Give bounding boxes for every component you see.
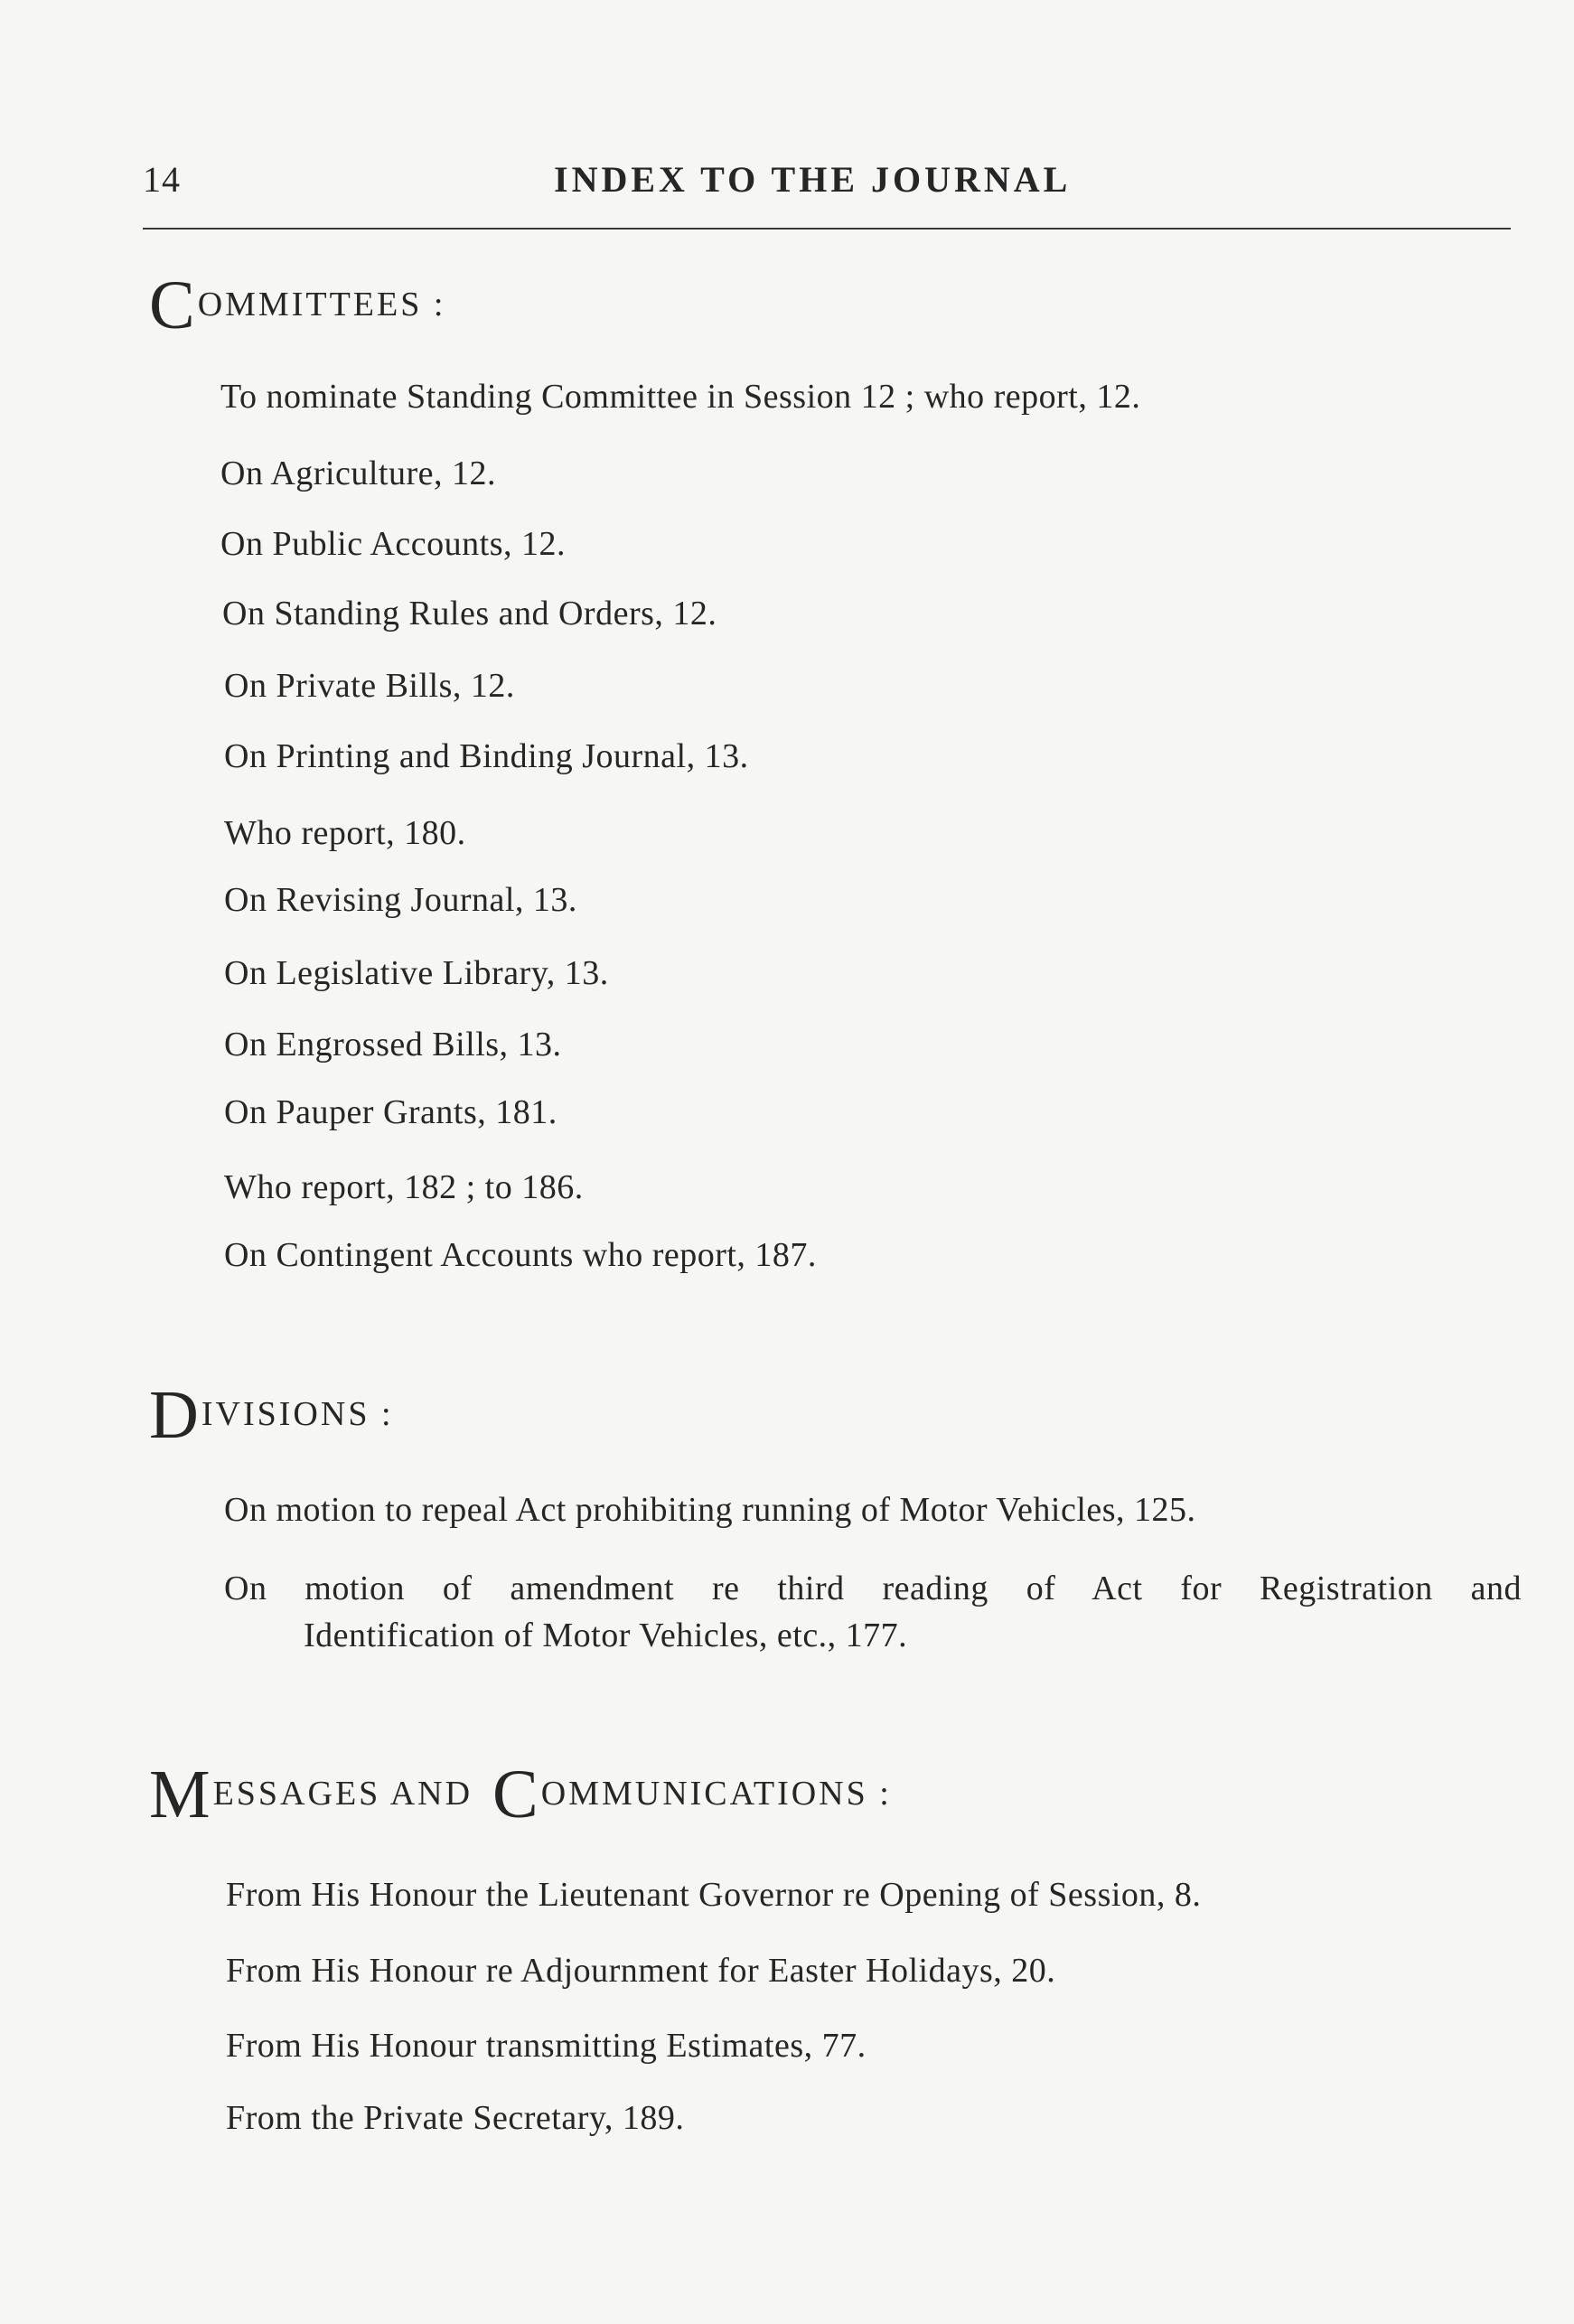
section-heading-committees xyxy=(149,267,446,343)
header-rule xyxy=(143,228,1511,230)
index-entry: On Public Accounts, 12. xyxy=(220,525,566,563)
section-heading-messages xyxy=(149,1757,892,1832)
page-header xyxy=(143,149,1509,212)
index-entry: From His Honour re Adjournment for Easter Holidays, 20. xyxy=(226,1952,1056,1990)
entry-line-continuation: Identification of Motor Vehicles, etc., 177. xyxy=(304,1616,908,1654)
index-entry: From the Private Secretary, 189. xyxy=(226,2099,685,2137)
index-entry-wrapped xyxy=(224,1565,1522,1659)
index-entry: On Printing and Binding Journal, 13. xyxy=(224,737,749,775)
index-entry: On Pauper Grants, 181. xyxy=(224,1093,557,1131)
index-entry: On Revising Journal, 13. xyxy=(224,881,577,919)
drop-initial: M xyxy=(149,1757,213,1832)
heading-text: ESSAGES AND xyxy=(212,1775,473,1813)
heading-text: IVISIONS : xyxy=(201,1395,394,1433)
page-number: 14 xyxy=(143,159,181,200)
index-entry: To nominate Standing Committee in Session 12 ; who report, 12. xyxy=(220,378,1141,416)
drop-initial: C xyxy=(492,1757,541,1832)
index-entry: From His Honour the Lieutenant Governor re Opening of Session, 8. xyxy=(226,1876,1202,1914)
section-heading-divisions xyxy=(149,1377,394,1453)
running-title: INDEX TO THE JOURNAL xyxy=(554,159,1072,200)
index-entry: On Contingent Accounts who report, 187. xyxy=(224,1236,817,1274)
heading-text: OMMUNICATIONS : xyxy=(540,1775,892,1813)
index-entry: Who report, 180. xyxy=(224,814,466,852)
index-entry: On Agriculture, 12. xyxy=(220,454,497,492)
heading-text: OMMITTEES : xyxy=(197,286,446,323)
index-entry: Who report, 182 ; to 186. xyxy=(224,1168,584,1206)
entry-line: On motion of amendment re third reading of Act for Registration and xyxy=(224,1570,1522,1607)
index-entry: From His Honour transmitting Estimates, 77. xyxy=(226,2027,867,2065)
index-entry: On Standing Rules and Orders, 12. xyxy=(222,595,717,633)
index-entry: On Engrossed Bills, 13. xyxy=(224,1026,562,1064)
drop-initial: D xyxy=(149,1377,201,1453)
index-entry: On motion to repeal Act prohibiting running of Motor Vehicles, 125. xyxy=(224,1491,1196,1529)
drop-initial: C xyxy=(149,267,198,343)
index-entry: On Private Bills, 12. xyxy=(224,667,515,705)
index-entry: On Legislative Library, 13. xyxy=(224,954,609,992)
